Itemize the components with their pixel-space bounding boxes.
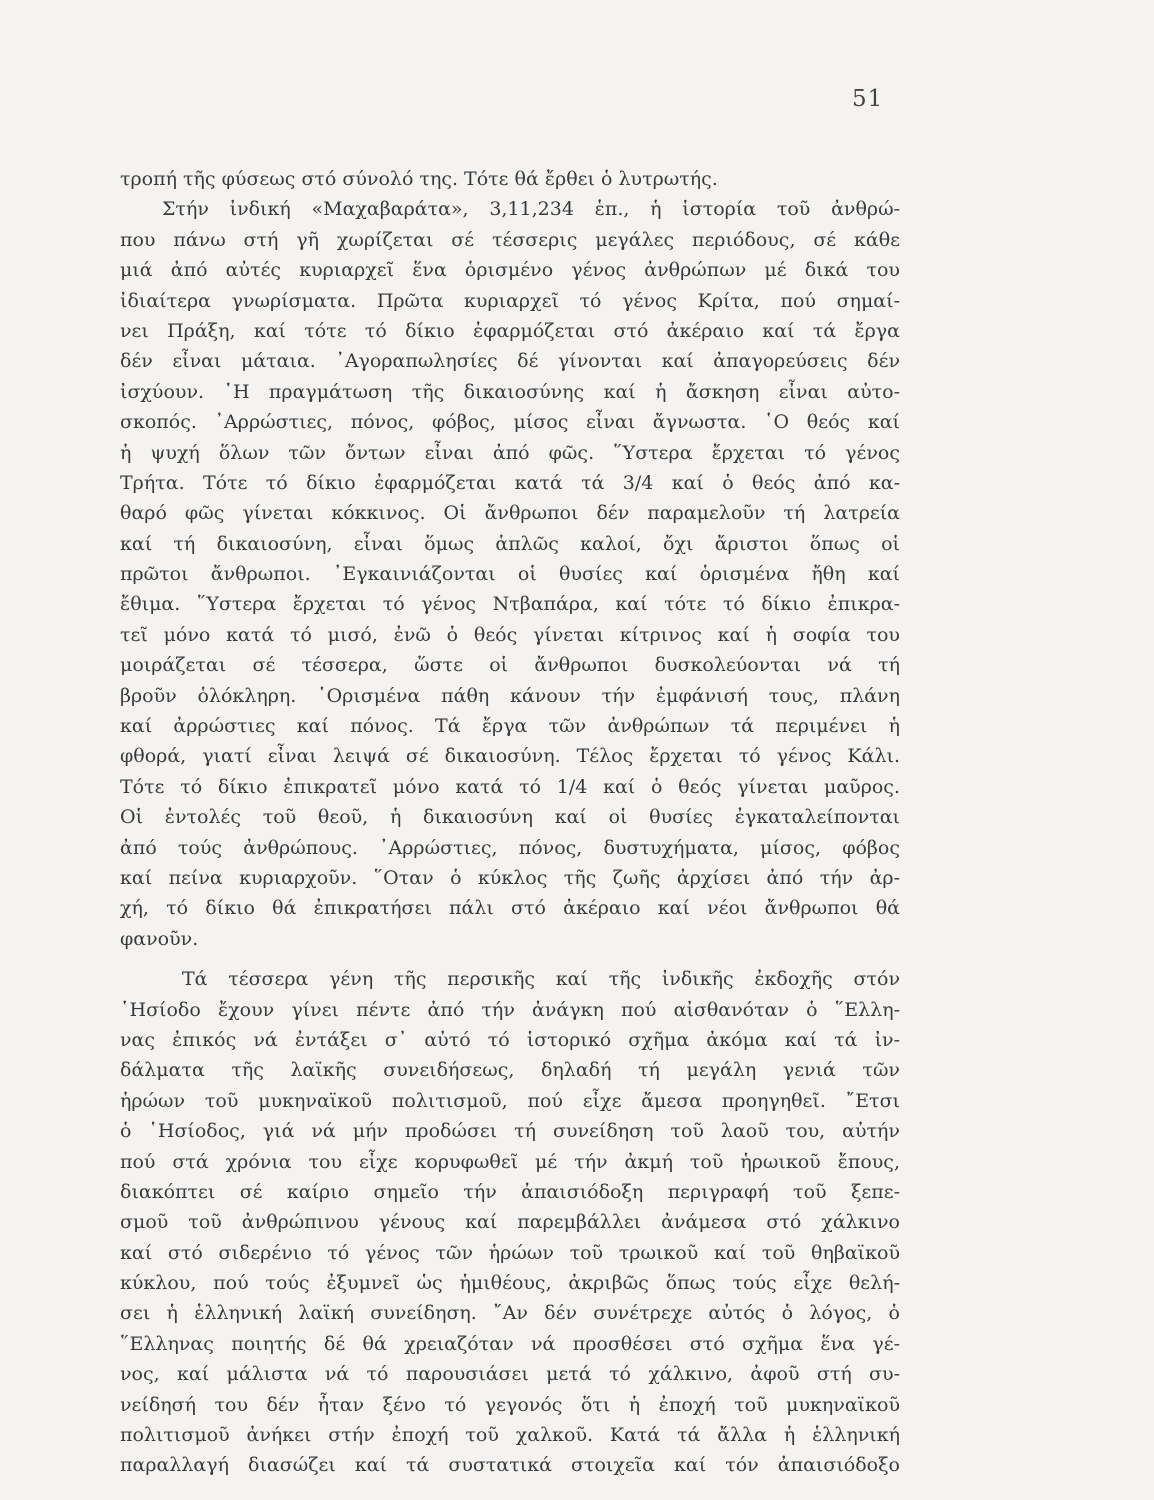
text-line: Οἱ ἐντολές τοῦ θεοῦ, ἡ δικαιοσύνη καί οἱ θυσίες ἐγκαταλείπονται: [120, 806, 900, 829]
text-line: πού στά χρόνια του εἶχε κορυφωθεῖ μέ τήν ἀκμή τοῦ ἡρωικοῦ ἔπους,: [120, 1150, 900, 1173]
text-line: νει Πράξη, καί τότε τό δίκιο ἐφαρμόζεται στό ἀκέραιο καί τά ἔργα: [120, 319, 900, 342]
body-text: [120, 164, 900, 1481]
text-line: ῞Ελληνας ποιητής δέ θά χρειαζόταν νά προσθέσει στό σχῆμα ἕνα γέ-: [120, 1332, 900, 1355]
paragraph-start-line: Στήν ἰνδική «Μαχαβαράτα», 3,11,234 ἑπ., ἡ ἱστορία τοῦ ἀνθρώ-: [162, 198, 900, 221]
text-line: ῾Ησίοδο ἔχουν γίνει πέντε ἀπό τήν ἀνάγκη πού αἰσθανόταν ὁ ῞Ελλη-: [120, 998, 900, 1021]
text-line: ἡρώων τοῦ μυκηναϊκοῦ πολιτισμοῦ, πού εἶχε ἄμεσα προηγηθεῖ. ῎Ετσι: [120, 1089, 900, 1112]
page-number: 51: [852, 86, 884, 112]
text-line: καί τή δικαιοσύνη, εἶναι ὅμως ἁπλῶς καλοί, ὄχι ἄριστοι ὅπως οἱ: [120, 532, 900, 555]
text-line: μοιράζεται σέ τέσσερα, ὥστε οἱ ἄνθρωποι δυσκολεύονται νά τή: [120, 654, 900, 677]
text-line: σκοπός. ᾿Αρρώστιες, πόνος, φόβος, μίσος εἶναι ἄγνωστα. ῾Ο θεός καί: [120, 411, 900, 434]
text-line: μιά ἀπό αὐτές κυριαρχεῖ ἕνα ὁρισμένο γένος ἀνθρώπων μέ δικά του: [120, 259, 900, 282]
text-line: καί πείνα κυριαρχοῦν. ῞Οταν ὁ κύκλος τῆς ζωῆς ἀρχίσει ἀπό τήν ἀρ-: [120, 866, 900, 889]
text-line: που πάνω στή γῆ χωρίζεται σέ τέσσερις μεγάλες περιόδους, σέ κάθε: [120, 228, 900, 251]
text-line: χή, τό δίκιο θά ἐπικρατήσει πάλι στό ἀκέραιο καί νέοι ἄνθρωποι θά: [120, 897, 900, 920]
text-line: ἰσχύουν. ῾Η πραγμάτωση τῆς δικαιοσύνης καί ἡ ἄσκηση εἶναι αὐτο-: [120, 380, 900, 403]
paragraph-end-line: φανοῦν.: [120, 927, 199, 950]
text-line: παραλλαγή διασώζει καί τά συστατικά στοιχεῖα καί τόν ἀπαισιόδοξο: [120, 1454, 900, 1477]
paragraph-start-line: Τά τέσσερα γένη τῆς περσικῆς καί τῆς ἰνδικῆς ἐκδοχῆς στόν: [182, 968, 900, 991]
text-line: κύκλου, πού τούς ἐξυμνεῖ ὡς ἡμιθέους, ἀκριβῶς ὅπως τούς εἶχε θελή-: [120, 1272, 900, 1295]
text-line: καί ἀρρώστιες καί πόνος. Τά ἔργα τῶν ἀνθρώπων τά περιμένει ἡ: [120, 715, 900, 738]
text-line: Τρήτα. Τότε τό δίκιο ἐφαρμόζεται κατά τά 3/4 καί ὁ θεός ἀπό κα-: [120, 471, 900, 494]
text-line: καί στό σιδερένιο τό γένος τῶν ἡρώων τοῦ τρωικοῦ καί τοῦ θηβαϊκοῦ: [120, 1241, 900, 1264]
text-line: ἡ ψυχή ὅλων τῶν ὄντων εἶναι ἀπό φῶς. ῞Υστερα ἔρχεται τό γένος: [120, 441, 900, 464]
text-line: τεῖ μόνο κατά τό μισό, ἐνῶ ὁ θεός γίνεται κίτρινος καί ἡ σοφία του: [120, 623, 900, 646]
text-line: ἔθιμα. ῞Υστερα ἔρχεται τό γένος Ντβαπάρα, καί τότε τό δίκιο ἐπικρα-: [120, 593, 900, 616]
paragraph-gap: [120, 954, 900, 964]
text-line: τροπή τῆς φύσεως στό σύνολό της. Τότε θά ἔρθει ὁ λυτρωτής.: [120, 168, 718, 190]
text-line: πρῶτοι ἄνθρωποι. ᾿Εγκαινιάζονται οἱ θυσίες καί ὁρισμένα ἤθη καί: [120, 563, 900, 586]
text-line: νας ἐπικός νά ἐντάξει σ᾿ αὐτό τό ἱστορικό σχῆμα ἀκόμα καί τά ἰν-: [120, 1028, 900, 1051]
text-line: ὁ ῾Ησίοδος, γιά νά μήν προδώσει τή συνείδηση τοῦ λαοῦ του, αὐτήν: [120, 1120, 900, 1143]
text-line: φθορά, γιατί εἶναι λειψά σέ δικαιοσύνη. Τέλος ἔρχεται τό γένος Κάλι.: [120, 745, 900, 768]
text-line: Τότε τό δίκιο ἐπικρατεῖ μόνο κατά τό 1/4 καί ὁ θεός γίνεται μαῦρος.: [120, 775, 900, 798]
text-line: δέν εἶναι μάταια. ᾿Αγοραπωλησίες δέ γίνονται καί ἀπαγορεύσεις δέν: [120, 350, 900, 373]
text-line: ἰδιαίτερα γνωρίσματα. Πρῶτα κυριαρχεῖ τό γένος Κρίτα, πού σημαί-: [120, 289, 900, 312]
text-line: θαρό φῶς γίνεται κόκκινος. Οἱ ἄνθρωποι δέν παραμελοῦν τή λατρεία: [120, 502, 900, 525]
text-line: διακόπτει σέ καίριο σημεῖο τήν ἀπαισιόδοξη περιγραφή τοῦ ξεπε-: [120, 1180, 900, 1203]
text-line: ἀπό τούς ἀνθρώπους. ᾿Αρρώστιες, πόνος, δυστυχήματα, μίσος, φόβος: [120, 836, 900, 859]
text-line: πολιτισμοῦ ἀνήκει στήν ἐποχή τοῦ χαλκοῦ. Κατά τά ἄλλα ἡ ἑλληνική: [120, 1424, 900, 1447]
text-line: νος, καί μάλιστα νά τό παρουσιάσει μετά τό χάλκινο, ἀφοῦ στή συ-: [120, 1363, 900, 1386]
text-line: σει ἡ ἑλληνική λαϊκή συνείδηση. ῎Αν δέν συνέτρεχε αὐτός ὁ λόγος, ὁ: [120, 1302, 900, 1325]
text-line: βροῦν ὁλόκληρη. ῾Ορισμένα πάθη κάνουν τήν ἐμφάνισή τους, πλάνη: [120, 684, 900, 707]
text-line: σμοῦ τοῦ ἀνθρώπινου γένους καί παρεμβάλλει ἀνάμεσα στό χάλκινο: [120, 1211, 900, 1234]
text-line: νείδησή του δέν ἦταν ξένο τό γεγονός ὅτι ἡ ἐποχή τοῦ μυκηναϊκοῦ: [120, 1393, 900, 1416]
text-line: δάλματα τῆς λαϊκῆς συνειδήσεως, δηλαδή τή μεγάλη γενιά τῶν: [120, 1059, 900, 1082]
